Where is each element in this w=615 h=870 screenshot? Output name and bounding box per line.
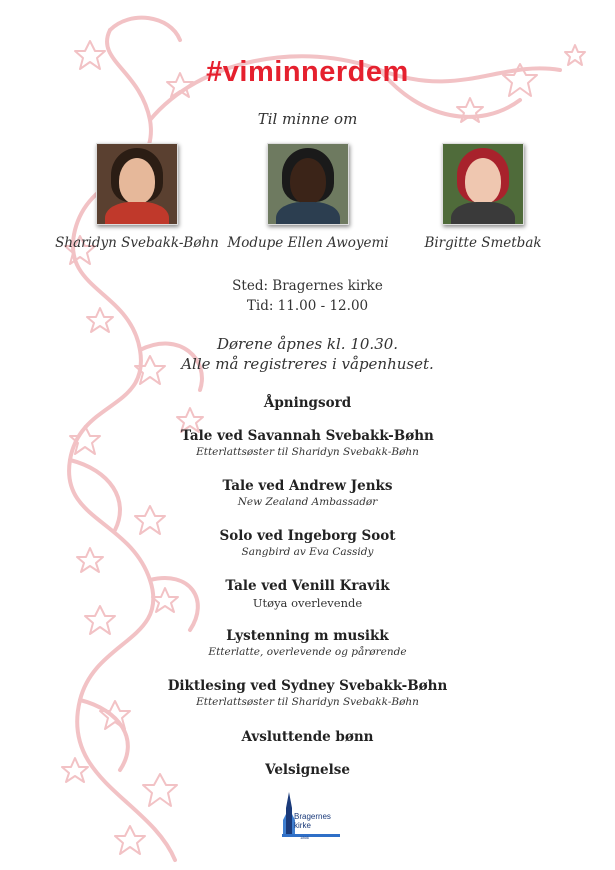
program-item-title: Tale ved Andrew Jenks bbox=[222, 478, 393, 494]
person-name: Sharidyn Svebakk-Bøhn bbox=[55, 235, 219, 251]
bragernes-kirke-logo bbox=[278, 790, 348, 846]
program-item bbox=[0, 729, 615, 745]
registration-note: Alle må registreres i våpenhuset. bbox=[181, 355, 434, 373]
program-item-title: Solo ved Ingeborg Soot bbox=[219, 528, 396, 544]
program-item bbox=[0, 428, 615, 458]
person-name: Birgitte Smetbak bbox=[424, 235, 542, 251]
program-item-title: Avsluttende bønn bbox=[241, 729, 374, 745]
program-item-title: Lystenning m musikk bbox=[226, 628, 389, 644]
event-place: Sted: Bragernes kirke bbox=[232, 278, 383, 294]
portrait-photo bbox=[96, 143, 178, 225]
person-name: Modupe Ellen Awoyemi bbox=[227, 235, 389, 251]
hashtag-title: #viminnerdem bbox=[206, 56, 409, 88]
program-item-subtitle: Etterlatte, overlevende og pårørende bbox=[208, 646, 407, 658]
program-item-subtitle: Etterlattsøster til Sharidyn Svebakk-Bøhn bbox=[196, 446, 419, 458]
program-item bbox=[0, 678, 615, 708]
person-card bbox=[47, 143, 227, 251]
person-card bbox=[393, 143, 573, 251]
program-item-title: Diktlesing ved Sydney Svebakk-Bøhn bbox=[167, 678, 448, 694]
doors-open-note: Dørene åpnes kl. 10.30. bbox=[216, 335, 399, 353]
in-memory-subtitle: Til minne om bbox=[257, 110, 358, 128]
program-item bbox=[0, 628, 615, 658]
program-item-subtitle: Etterlattsøster til Sharidyn Svebakk-Bøhn bbox=[196, 696, 419, 708]
program-item-subtitle: Utøya overlevende bbox=[252, 596, 363, 610]
program-item bbox=[0, 395, 615, 411]
logo-wordmark: Bragernes kirke bbox=[294, 812, 331, 830]
program-item-title: Tale ved Savannah Svebakk-Bøhn bbox=[181, 428, 434, 444]
event-time: Tid: 11.00 - 12.00 bbox=[246, 298, 369, 314]
person-card bbox=[218, 143, 398, 251]
program-item bbox=[0, 578, 615, 610]
program-item bbox=[0, 478, 615, 508]
program-item-title: Tale ved Venill Kravik bbox=[225, 578, 390, 594]
portrait-photo bbox=[267, 143, 349, 225]
portrait-photo bbox=[442, 143, 524, 225]
logo-year: 1866 bbox=[300, 835, 309, 840]
program-item bbox=[0, 528, 615, 558]
program-item-subtitle: New Zealand Ambassadør bbox=[237, 496, 378, 508]
program-item-title: Åpningsord bbox=[263, 395, 352, 411]
program-item-title: Velsignelse bbox=[265, 762, 350, 778]
program-item-subtitle: Sangbird av Eva Cassidy bbox=[241, 546, 374, 558]
program-item bbox=[0, 762, 615, 778]
